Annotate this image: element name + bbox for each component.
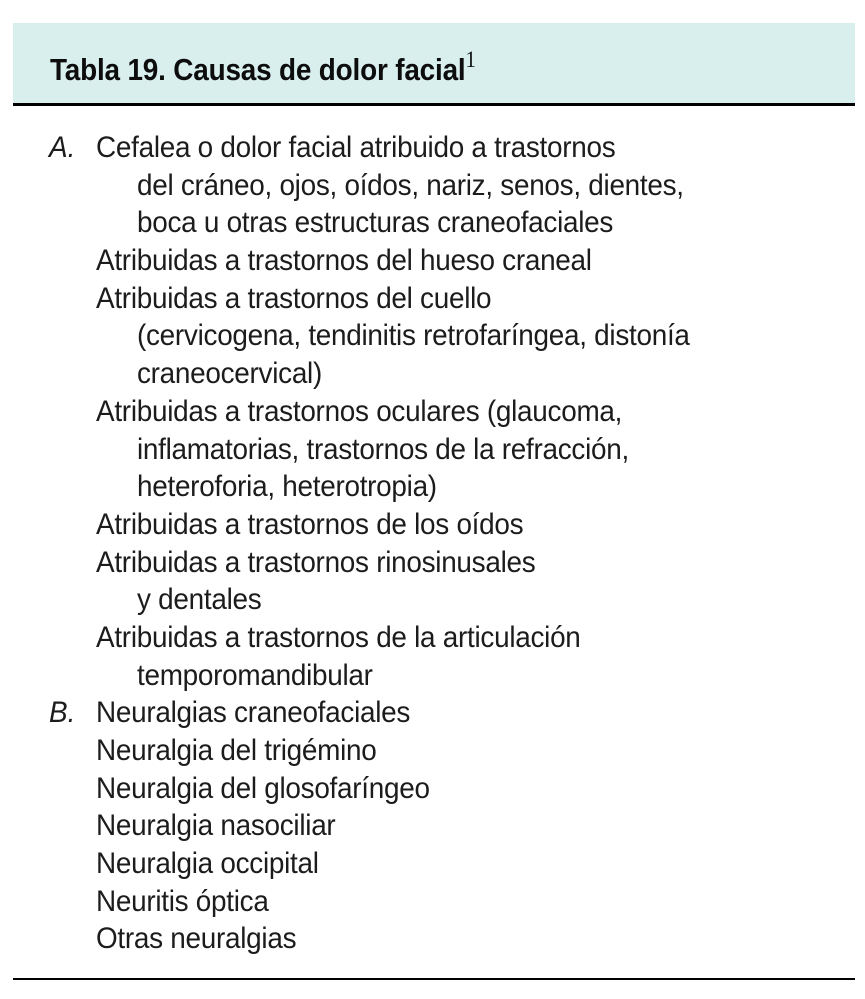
line-text: craneocervical) [137,357,322,391]
table-line [0,468,865,506]
table-line [0,732,865,770]
line-text: y dentales [137,583,262,617]
line-text: Neuralgia del trigémino [96,734,377,767]
table-title [50,46,476,87]
table-line [0,129,865,167]
line-text: temporomandibular [137,658,373,692]
line-text: Atribuidas a trastornos del hueso craneal [96,244,592,278]
line-text: del cráneo, ojos, oídos, nariz, senos, dientes, [137,168,684,202]
line-text: Atribuidas a trastornos oculares (glaucoma, [96,394,623,428]
line-text: Neuralgia occipital [96,847,319,881]
line-marker: A. [49,131,76,164]
line-text: Cefalea o dolor facial atribuido a trastornos [96,131,616,164]
table-line [0,619,865,657]
line-text: (cervicogena, tendinitis retrofaríngea, distonía [137,319,690,353]
title-superscript: 1 [465,46,476,72]
table-line [0,920,865,958]
table-line [0,581,865,619]
table-line [0,242,865,280]
line-text: Neuritis óptica [96,884,269,918]
table-line [0,883,865,921]
table-line [0,431,865,469]
line-text: Atribuidas a trastornos rinosinusales [96,545,536,579]
table-line [0,317,865,355]
table-line [0,544,865,582]
line-text: Otras neuralgias [96,922,297,956]
line-text: Neuralgia nasociliar [96,809,336,843]
table-body [0,129,865,958]
table-line [0,393,865,431]
table-line [0,657,865,695]
header-rule [13,103,855,106]
table-line [0,506,865,544]
table-line [0,167,865,205]
table-header-band [13,23,855,103]
table-line [0,770,865,808]
line-text: Atribuidas a trastornos de la articulación [96,620,581,654]
line-text: Atribuidas a trastornos de los oídos [96,507,524,541]
table-title-text: Tabla 19. Causas de dolor facial [50,52,466,87]
bottom-rule [13,978,855,980]
line-text: Neuralgias craneofaciales [96,696,411,730]
table-line [0,355,865,393]
line-text: boca u otras estructuras craneofaciales [137,206,614,240]
table-line [0,204,865,242]
line-text: heteroforia, heterotropia) [137,470,437,504]
line-text: Neuralgia del glosofaríngeo [96,771,430,805]
line-text: Atribuidas a trastornos del cuello [96,281,492,315]
line-text: inflamatorias, trastornos de la refracción, [137,432,629,466]
table-line [0,845,865,883]
line-marker: B. [49,696,76,730]
table-line [0,694,865,732]
table-line [0,280,865,318]
table-line [0,807,865,845]
